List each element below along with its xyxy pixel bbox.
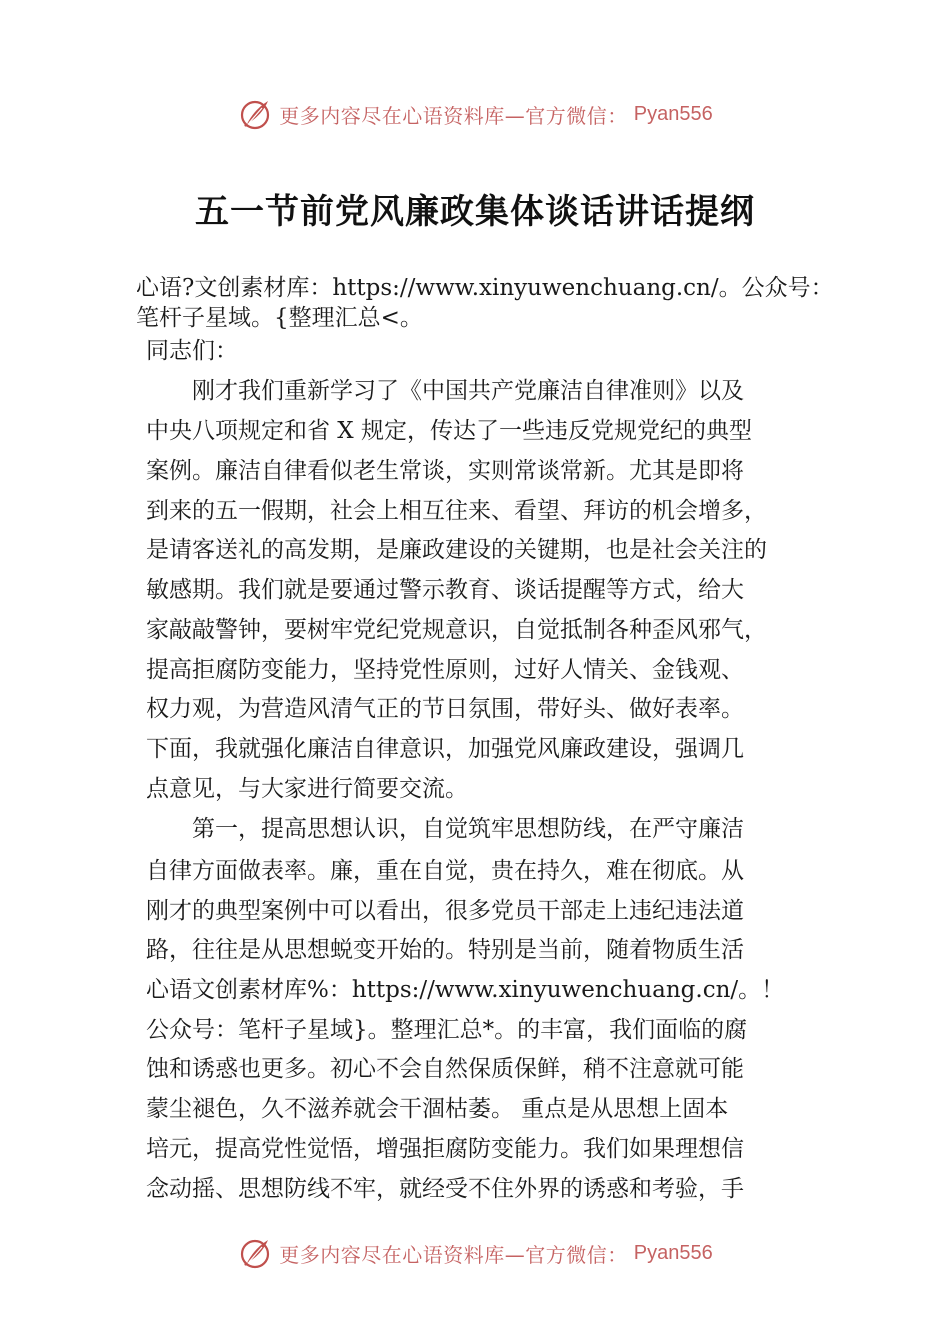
body-line: 路，往往是从思想蜕变开始的。特别是当前，随着物质生活 bbox=[146, 937, 744, 963]
header-wechat-id: Pyan556 bbox=[633, 102, 713, 125]
body-line: 念动摇、思想防线不牢，就经受不住外界的诱惑和考验，手 bbox=[146, 1176, 744, 1202]
header-banner-text: 更多内容尽在心语资料库—官方微信： bbox=[279, 103, 628, 128]
feather-pen-logo-icon bbox=[237, 1235, 273, 1271]
body-line: 心语文创素材库%：https://www.xinyuwenchuang.cn/。！ bbox=[146, 977, 785, 1003]
body-line: 下面，我就强化廉洁自律意识，加强党风廉政建设，强调几 bbox=[146, 736, 744, 762]
body-line: 刚才的典型案例中可以看出，很多党员干部走上违纪违法道 bbox=[146, 898, 744, 924]
greeting: 同志们： bbox=[146, 338, 238, 364]
body-line: 案例。廉洁自律看似老生常谈，实则常谈常新。尤其是即将 bbox=[146, 458, 744, 484]
body-line: 公众号：笔杆子星域}。整理汇总*。的丰富，我们面临的腐 bbox=[146, 1017, 748, 1043]
footer-banner bbox=[0, 1233, 950, 1273]
body-line: 家敲敲警钟，要树牢党纪党规意识，自觉抵制各种歪风邪气， bbox=[146, 617, 767, 643]
feather-pen-logo-icon bbox=[237, 96, 273, 132]
body-line: 刚才我们重新学习了《中国共产党廉洁自律准则》以及 bbox=[146, 378, 744, 404]
document-title: 五一节前党风廉政集体谈话讲话提纲 bbox=[195, 192, 755, 232]
body-line: 中央八项规定和省 X 规定，传达了一些违反党规党纪的典型 bbox=[146, 418, 752, 444]
source-line-2: 笔杆子星域。{整理汇总<。 bbox=[136, 305, 423, 331]
body-line: 蚀和诱惑也更多。初心不会自然保质保鲜，稍不注意就可能 bbox=[146, 1056, 744, 1082]
footer-banner-text: 更多内容尽在心语资料库—官方微信： bbox=[279, 1242, 628, 1267]
source-line-1: 心语?文创素材库：https://www.xinyuwenchuang.cn/。公众号： bbox=[136, 275, 834, 301]
body-line: 培元，提高党性觉悟，增强拒腐防变能力。我们如果理想信 bbox=[146, 1136, 744, 1162]
body-line: 自律方面做表率。廉，重在自觉，贵在持久，难在彻底。从 bbox=[146, 858, 744, 884]
body-line: 敏感期。我们就是要通过警示教育、谈话提醒等方式，给大 bbox=[146, 577, 744, 603]
body-line: 蒙尘褪色，久不滋养就会干涸枯萎。 重点是从思想上固本 bbox=[146, 1096, 729, 1122]
body-line: 提高拒腐防变能力，坚持党性原则，过好人情关、金钱观、 bbox=[146, 657, 744, 683]
body-line: 第一，提高思想认识，自觉筑牢思想防线，在严守廉洁 bbox=[146, 816, 744, 842]
footer-wechat-id: Pyan556 bbox=[633, 1241, 713, 1264]
body-line: 权力观，为营造风清气正的节日氛围，带好头、做好表率。 bbox=[146, 696, 744, 722]
body-line: 到来的五一假期，社会上相互往来、看望、拜访的机会增多， bbox=[146, 498, 767, 524]
body-line: 是请客送礼的高发期，是廉政建设的关键期，也是社会关注的 bbox=[146, 537, 767, 563]
header-banner bbox=[0, 94, 950, 134]
body-line: 点意见，与大家进行简要交流。 bbox=[146, 776, 468, 802]
